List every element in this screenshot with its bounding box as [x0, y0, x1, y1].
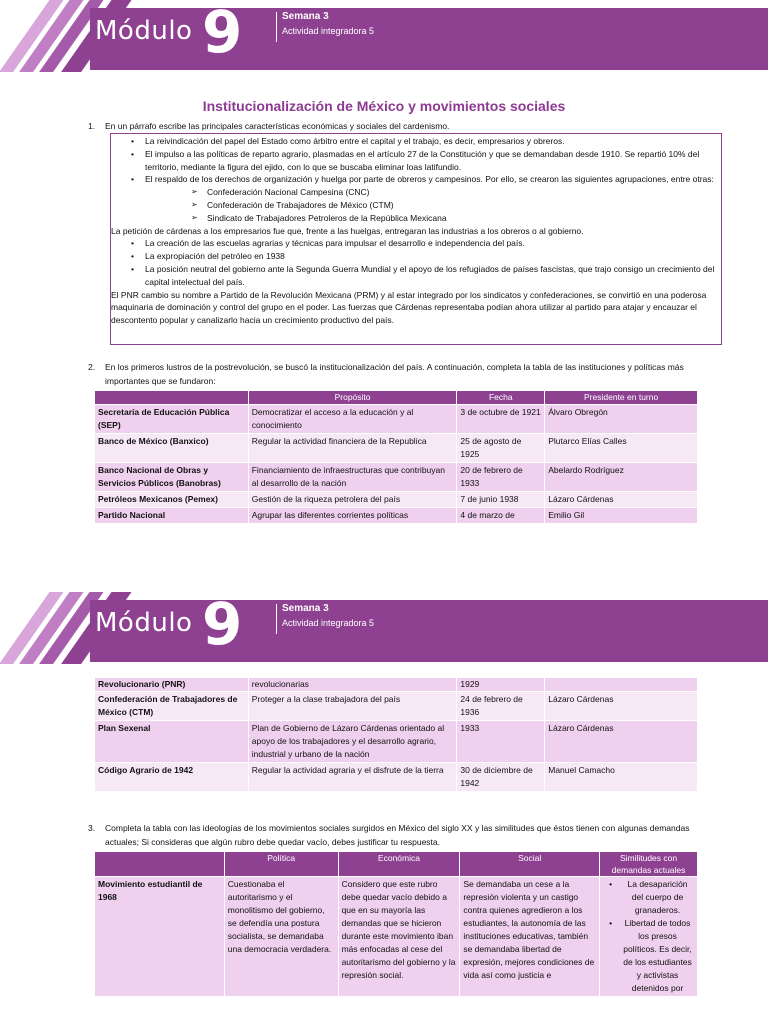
- table-cell: Proteger a la clase trabajadora del país: [248, 692, 457, 721]
- page-title: Institucionalización de México y movimientos sociales: [202, 98, 566, 114]
- table-header: Presidente en turno: [545, 391, 698, 405]
- table-cell: Banco Nacional de Obras y Servicios Públicos (Banobras): [95, 463, 249, 492]
- table-cell: Cuestionaba el autoritarismo y el monolitismo del gobierno, se defendía una postura socialista, se demandaba una democracia verdadera.: [224, 877, 338, 997]
- list-item: • La expropiación del petróleo en 1938: [111, 250, 715, 263]
- list-item: ➢ Sindicato de Trabajadores Petroleros de la República Mexicana: [111, 212, 715, 225]
- table-header: Fecha: [457, 391, 545, 405]
- table-cell: Secretaría de Educación Pública (SEP): [95, 405, 249, 434]
- list-item: • El impulso a las políticas de reparto agrario, plasmadas en el artículo 27 de la Constitución y que se demandaban desde 1910. Se repartió 10% del territorio, mediante la figura del ejido, con lo que se buscaba eliminar loas latifundio.: [111, 148, 715, 174]
- table-cell: Plan Sexenal: [95, 721, 249, 763]
- table-cell: 3 de octubre de 1921: [457, 405, 545, 434]
- table-cell: 1929: [457, 678, 545, 692]
- module-label: Módulo: [95, 608, 193, 638]
- table-cell: Emilio Gil: [545, 508, 698, 524]
- table-cell: Manuel Camacho: [545, 763, 698, 792]
- table-row: [95, 434, 698, 463]
- table-row: [95, 721, 698, 763]
- question-text: Completa la tabla con las ideologías de los movimientos sociales surgidos en México del siglo XX y las similitudes que éstos tienen con algunas demandas actuales; Si consideras que algún rubro debe quedar vacío, debes justificar tu respuesta.: [105, 823, 690, 847]
- question-number: 2.: [88, 362, 96, 372]
- activity-label: Actividad integradora 5: [282, 618, 375, 628]
- module-number: 9: [202, 0, 243, 66]
- institutions-table: [94, 390, 698, 524]
- banner-divider: [276, 12, 277, 42]
- table-cell: Código Agrario de 1942: [95, 763, 249, 792]
- table-cell: Lázaro Cárdenas: [545, 692, 698, 721]
- table-cell: Petróleos Mexicanos (Pemex): [95, 492, 249, 508]
- module-banner: [0, 592, 768, 664]
- table-cell: Democratizar el acceso a la educación y al conocimiento: [248, 405, 457, 434]
- table-cell: Regular la actividad agraria y el disfrute de la tierra: [248, 763, 457, 792]
- table-cell: 4 de marzo de: [457, 508, 545, 524]
- social-movements-table: [94, 851, 698, 997]
- table-cell: Regular la actividad financiera de la Republica: [248, 434, 457, 463]
- table-header: Social: [460, 852, 600, 877]
- table-cell: Considero que este rubro debe quedar vacío debido a que en su mayoría las demandas que se hicieron durante este movimiento iban más enfocadas al cese del autoritarismo del gobierno y la represión social.: [338, 877, 460, 997]
- table-row: [95, 877, 698, 997]
- list-item: • El respaldo de los derechos de organización y huelga por parte de obreros y campesinos. Por ello, se crearon las siguientes agrupaciones, entre otras:: [111, 173, 715, 186]
- table-cell: [545, 678, 698, 692]
- table-row: [95, 492, 698, 508]
- table-cell: 20 de febrero de 1933: [457, 463, 545, 492]
- table-header: Económica: [338, 852, 460, 877]
- table-row: [95, 692, 698, 721]
- question-1: [88, 119, 728, 133]
- list-item: • La desaparición del cuerpo de granaderos.: [603, 878, 694, 917]
- list-item: • La creación de las escuelas agrarias y técnicas para impulsar el desarrollo e independencia del país.: [111, 237, 715, 250]
- table-cell: Banco de México (Banxico): [95, 434, 249, 463]
- list-item: ➢ Confederación Nacional Campesina (CNC): [111, 186, 715, 199]
- table-row: [95, 508, 698, 524]
- question-3: [88, 821, 708, 849]
- table-cell: Agrupar las diferentes corrientes políticas: [248, 508, 457, 524]
- table-cell: 24 de febrero de 1936: [457, 692, 545, 721]
- table-header: Política: [224, 852, 338, 877]
- list-item: • La reivindicación del papel del Estado como árbitro entre el capital y el trabajo, es decir, empresarios y obreros.: [111, 135, 715, 148]
- week-label: Semana 3: [282, 603, 329, 614]
- table-cell: Movimiento estudiantil de 1968: [95, 877, 225, 997]
- table-cell: Plan de Gobierno de Lázaro Cárdenas orientado al apoyo de los trabajadores y el desarrollo agrario, industrial y urbano de la nación: [248, 721, 457, 763]
- table-cell: 25 de agosto de 1925: [457, 434, 545, 463]
- list-item: • La posición neutral del gobierno ante la Segunda Guerra Mundial y el apoyo de los refugiados de países fascistas, que trajo consigo un crecimiento del capital intelectual del país.: [111, 263, 715, 289]
- table-header: [95, 852, 225, 877]
- paragraph: El PNR cambio su nombre a Partido de la Revolución Mexicana (PRM) y al estar integrado por los sindicatos y confederaciones, se convirtió en una poderosa maquinaria de dominación y control del grupo en el poder. Las fuerzas que Cárdenas representaba podían ahora utilizar al partido para atajar y encauzar el descontento popular y canalizarlo hacia un crecimiento productivo del país.: [111, 289, 707, 326]
- table-row: [95, 405, 698, 434]
- table-cell: Abelardo Rodríguez: [545, 463, 698, 492]
- table-cell: revolucionarias: [248, 678, 457, 692]
- table-cell: Partido Nacional: [95, 508, 249, 524]
- module-number: 9: [202, 590, 243, 658]
- question-text: En los primeros lustros de la postrevolución, se buscó la institucionalización del país. A continuación, completa la tabla de las instituciones y políticas más importantes que se fundaron:: [105, 362, 684, 386]
- question-text: En un párrafo escribe las principales características económicas y sociales del cardenismo.: [105, 121, 450, 131]
- table-cell: Confederación de Trabajadores de México (CTM): [95, 692, 249, 721]
- table-cell: Gestión de la riqueza petrolera del país: [248, 492, 457, 508]
- table-cell: 30 de diciembre de 1942: [457, 763, 545, 792]
- table-row: [95, 678, 698, 692]
- table-cell: Revolucionario (PNR): [95, 678, 249, 692]
- table-header: [95, 391, 249, 405]
- question-number: 3.: [88, 823, 96, 833]
- table-cell: Plutarco Elías Calles: [545, 434, 698, 463]
- table-row: [95, 763, 698, 792]
- table-cell: Se demandaba un cese a la represión violenta y un castigo contra quienes agredieron a los estudiantes, la autonomía de las instituciones educativas, también se demandaba libertad de expresión, mejores condiciones de vida así como justicia e: [460, 877, 600, 997]
- table-row: [95, 463, 698, 492]
- institutions-table-continued: [94, 677, 698, 792]
- module-banner: [0, 0, 768, 72]
- table-cell: [600, 877, 698, 997]
- table-cell: Financiamiento de infraestructuras que contribuyan al desarrollo de la nación: [248, 463, 457, 492]
- banner-divider: [276, 604, 277, 634]
- week-label: Semana 3: [282, 11, 329, 22]
- list-item: • Libertad de todos los presos políticos. Es decir, de los estudiantes y activistas detenidos por: [603, 917, 694, 995]
- table-cell: Lázaro Cárdenas: [545, 492, 698, 508]
- table-header: Similitudes con demandas actuales: [600, 852, 698, 877]
- table-cell: Álvaro Obregón: [545, 405, 698, 434]
- question-2: [88, 360, 688, 388]
- list-item: ➢ Confederación de Trabajadores de México (CTM): [111, 199, 715, 212]
- question-number: 1.: [88, 121, 96, 131]
- table-cell: Lázaro Cárdenas: [545, 721, 698, 763]
- table-cell: 1933: [457, 721, 545, 763]
- module-label: Módulo: [95, 16, 193, 46]
- table-header: Propósito: [248, 391, 457, 405]
- activity-label: Actividad integradora 5: [282, 26, 375, 36]
- table-cell: 7 de junio 1938: [457, 492, 545, 508]
- answer-box-1: [110, 133, 722, 345]
- paragraph: La petición de cárdenas a los empresarios fue que, frente a las huelgas, entregaran las industrias a los obreros o al gobierno.: [111, 225, 584, 236]
